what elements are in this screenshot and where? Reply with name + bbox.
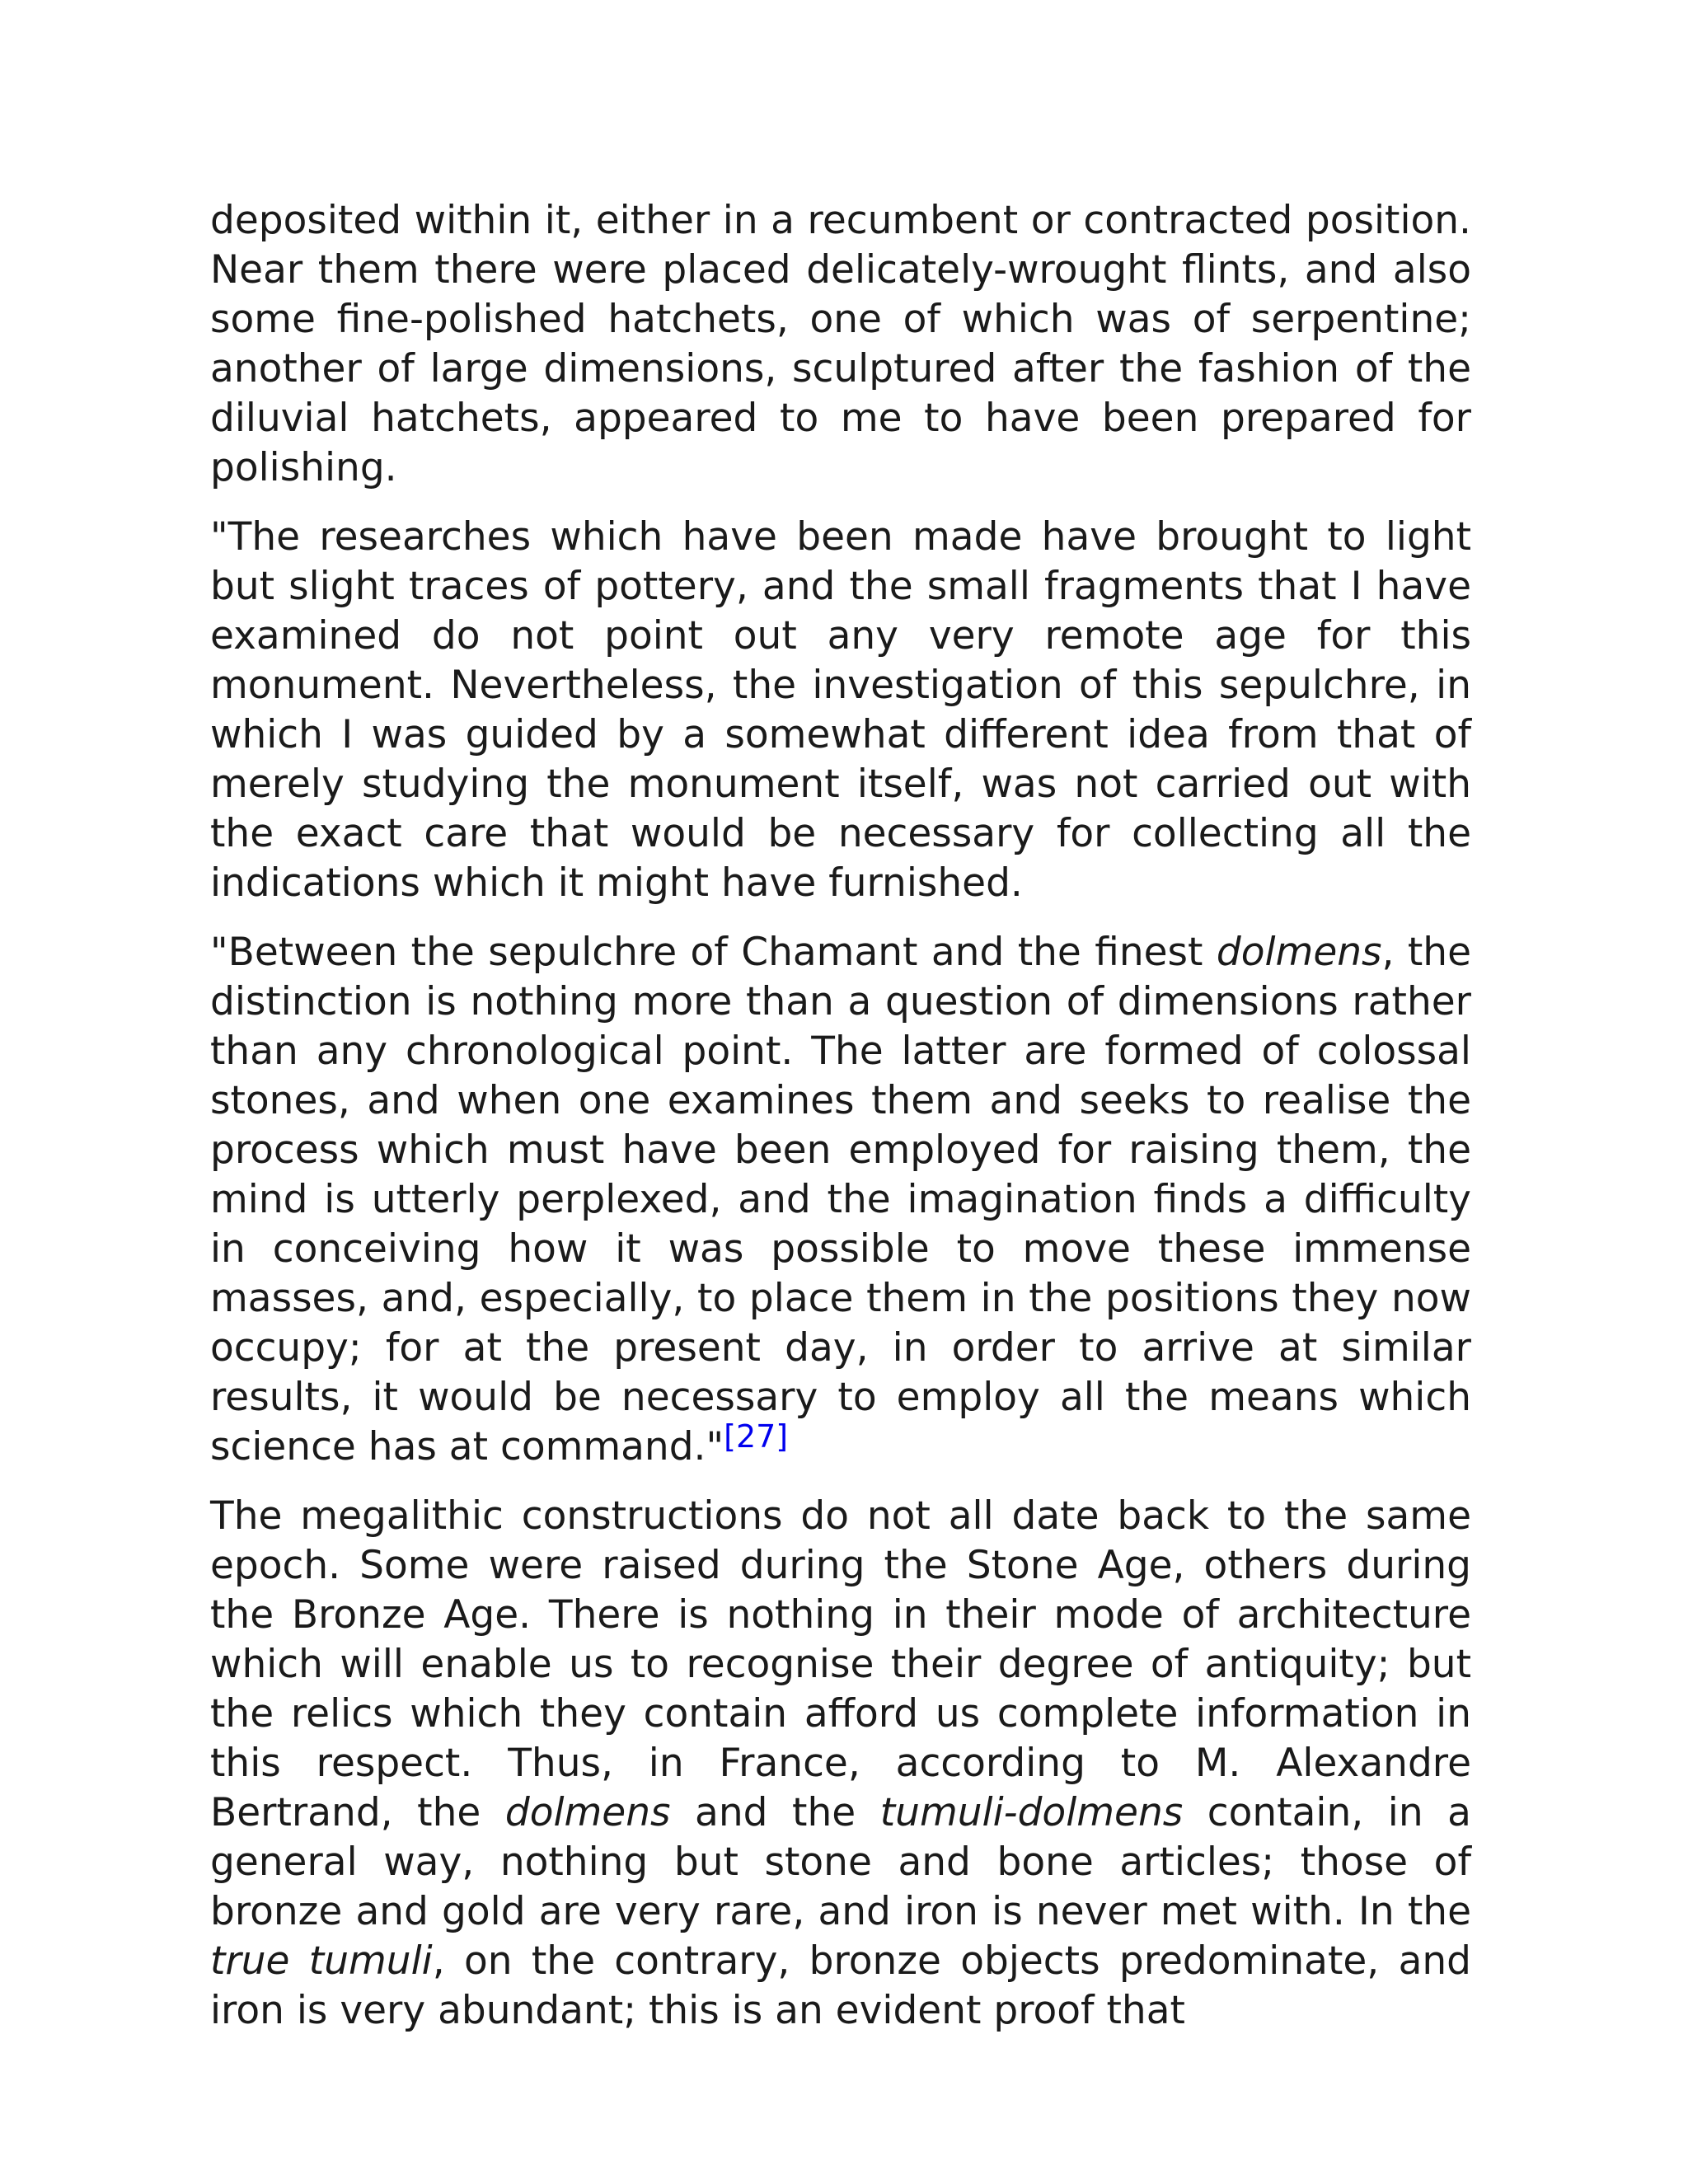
paragraph-text: "The researches which have been made have brought to light but slight traces of pottery, and the small fragments that I have examined do not point out any very remote age for this monument. Nevertheless, the investigation of this sepulchre, in which I was guided by a somewhat different idea from that of merely studying the monument itself, was not carried out with the exact care that would be necessary for collecting all the indications which it might have furnished. — [210, 514, 1471, 906]
footnote-link-27[interactable]: [27] — [724, 1418, 789, 1455]
paragraph-text: "Between the sepulchre of Chamant and the finest — [210, 930, 1217, 975]
paragraph-text: and the — [670, 1790, 880, 1835]
paragraph-4 — [210, 1492, 1471, 2036]
paragraph-text: The megalithic constructions do not all date back to the same epoch. Some were raised during the Stone Age, others during the Bronze Age. There is nothing in their mode of architecture which will enable us to recognise their degree of antiquity; but the relics which they contain afford us complete information in this respect. Thus, in France, according to M. Alexandre Bertrand, the — [210, 1493, 1471, 1835]
italic-term-tumuli-dolmens: tumuli-dolmens — [879, 1790, 1184, 1835]
italic-term-true-tumuli: true tumuli — [210, 1938, 433, 1984]
paragraph-3 — [210, 928, 1471, 1472]
italic-term-dolmens: dolmens — [504, 1790, 671, 1835]
paragraph-1 — [210, 196, 1471, 493]
paragraph-text: contain, in a general way, nothing but stone and bone articles; those of bronze and gold are very rare, and iron is never met with. In the — [210, 1790, 1471, 1934]
paragraph-text: deposited within it, either in a recumbent or contracted position. Near them there were placed delicately-wrought flints, and also some fine-polished hatchets, one of which was of serpentine; another of large dimensions, sculptured after the fashion of the diluvial hatchets, appeared to me to have been prepared for polishing. — [210, 198, 1471, 490]
italic-term-dolmens: dolmens — [1216, 930, 1382, 975]
paragraph-text: , on the contrary, bronze objects predominate, and iron is very abundant; this is an evident proof that — [210, 1938, 1471, 2033]
paragraph-2 — [210, 513, 1471, 908]
paragraph-text: , the distinction is nothing more than a question of dimensions rather than any chronological point. The latter are formed of colossal stones, and when one examines them and seeks to realise the process which must have been employed for raising them, the mind is utterly perplexed, and the imagination finds a difficulty in conceiving how it was possible to move these immense masses, and, especially, to place them in the positions they now occupy; for at the present day, in order to arrive at similar results, it would be necessary to employ all the means which science has at command." — [210, 930, 1471, 1469]
document-page — [210, 196, 1471, 2055]
